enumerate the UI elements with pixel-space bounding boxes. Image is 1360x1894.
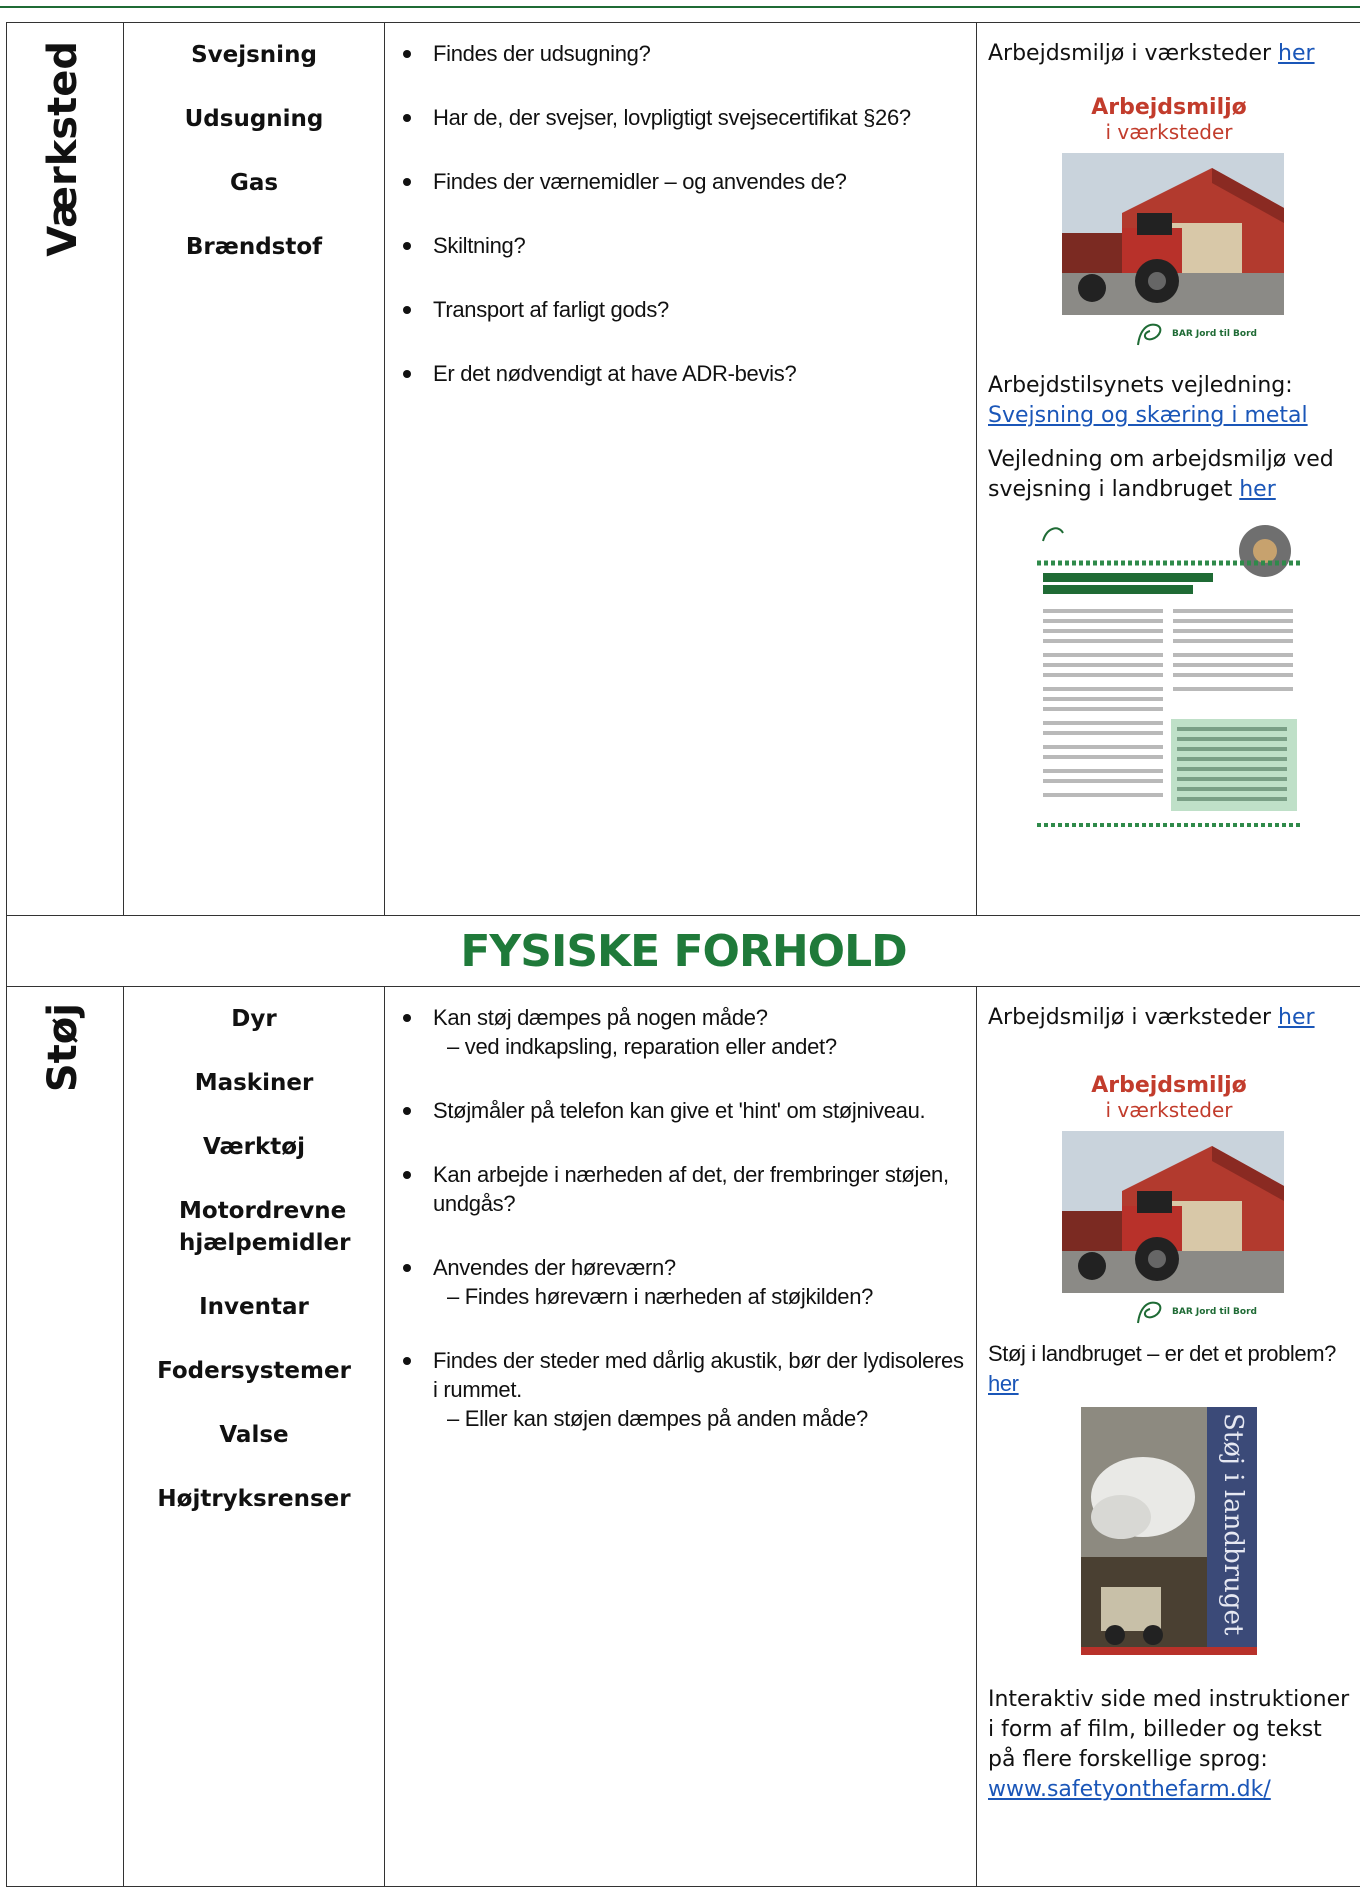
- list-item: Har de, der svejser, lovpligtigt svejsecertifikat §26?: [433, 103, 964, 132]
- question-list: [385, 23, 976, 388]
- link-her[interactable]: her: [1239, 477, 1276, 502]
- link-safetyonthefarm[interactable]: www.safetyonthefarm.dk/: [988, 1777, 1271, 1802]
- list-item: Anvendes der høreværn? – Findes høreværn i nærheden af støjkilden?: [433, 1253, 964, 1311]
- sub-item: – Findes høreværn i nærheden af støjkilden?: [433, 1282, 964, 1311]
- cover-subtitle: i værksteder: [1105, 120, 1233, 144]
- barn-tractor-photo: [1062, 153, 1284, 315]
- brochure-cover-image: [1054, 1073, 1284, 1335]
- keyword: Svejsning: [191, 42, 317, 68]
- category-label: Støj: [40, 1003, 86, 1093]
- question-list: [385, 987, 976, 1433]
- keyword: Inventar: [199, 1294, 309, 1320]
- resource-text: Arbejdsmiljø i værksteder her: [988, 1005, 1315, 1030]
- stoj-brochure-image: [1081, 1407, 1257, 1655]
- link-her[interactable]: her: [1278, 1005, 1315, 1030]
- list-item: Skiltning?: [433, 231, 964, 260]
- row-section-banner: [7, 916, 1360, 987]
- link-her[interactable]: her: [1278, 41, 1315, 66]
- top-rule: [0, 6, 1360, 8]
- list-item: Findes der steder med dårlig akustik, bør der lydisoleres i rummet. – Eller kan støjen dæmpes på anden måde?: [433, 1346, 964, 1433]
- cover-subtitle: i værksteder: [1105, 1098, 1233, 1122]
- guide-cover-image: [1033, 519, 1305, 835]
- list-item: Kan arbejde i nærheden af det, der frembringer støjen, undgås?: [433, 1160, 964, 1218]
- keyword: Værktøj: [203, 1134, 305, 1160]
- keyword: Brændstof: [185, 234, 323, 260]
- keyword: Udsugning: [184, 106, 324, 132]
- list-item: Transport af farligt gods?: [433, 295, 964, 324]
- sub-item: – Eller kan støjen dæmpes på anden måde?: [433, 1404, 964, 1433]
- keyword: Gas: [229, 170, 279, 196]
- list-item: Findes der værnemidler – og anvendes de?: [433, 167, 964, 196]
- keywords-cell: [124, 987, 385, 1887]
- link-svejsning[interactable]: Svejsning og skæring i metal: [988, 403, 1308, 428]
- bar-logo: BAR Jord til Bord: [1134, 1297, 1257, 1327]
- category-label: Værksted: [40, 41, 86, 257]
- category-cell: [7, 23, 124, 916]
- row-stoj: [7, 987, 1360, 1887]
- list-item: Findes der udsugning?: [433, 39, 964, 68]
- sub-item: – ved indkapsling, reparation eller andet?: [433, 1032, 964, 1061]
- resource-text: Arbejdsmiljø i værksteder her: [988, 41, 1315, 66]
- row-vaerksted: [7, 23, 1360, 916]
- cover-vertical-title: Støj i landbruget: [1218, 1413, 1248, 1636]
- resources-cell: [977, 987, 1360, 1887]
- keyword: Fodersystemer: [157, 1358, 351, 1384]
- questions-cell: [385, 23, 977, 916]
- keywords-cell: [124, 23, 385, 916]
- resource-text: Støj i landbruget – er det et problem?: [988, 1341, 1337, 1366]
- resources-cell: [977, 23, 1360, 916]
- barn-tractor-photo: [1062, 1131, 1284, 1293]
- link-her[interactable]: her: [988, 1371, 1019, 1396]
- brochure-cover-image: [1054, 95, 1284, 357]
- checklist-table: [6, 22, 1360, 1887]
- keyword: Højtryksrenser: [157, 1486, 351, 1512]
- keyword: Valse: [219, 1422, 289, 1448]
- resource-text: Vejledning om arbejdsmiljø ved svejsning i landbruget her: [988, 447, 1334, 502]
- keyword: Maskiner: [194, 1070, 314, 1096]
- list-item: Kan støj dæmpes på nogen måde? – ved indkapsling, reparation eller andet?: [433, 1003, 964, 1061]
- keyword: Motordrevne hjælpemidler: [179, 1198, 351, 1256]
- resource-text: Interaktiv side med instruktioner i form af film, billeder og tekst på flere forskellige sprog:: [988, 1687, 1350, 1772]
- section-heading: FYSISKE FORHOLD: [7, 916, 1360, 987]
- questions-cell: [385, 987, 977, 1887]
- list-item: Er det nødvendigt at have ADR-bevis?: [433, 359, 964, 388]
- keyword: Dyr: [231, 1006, 277, 1032]
- cover-title: Arbejdsmiljø: [1091, 1073, 1247, 1098]
- resource-text: Arbejdstilsynets vejledning:: [988, 373, 1293, 398]
- bar-logo: BAR Jord til Bord: [1134, 319, 1257, 349]
- cover-title: Arbejdsmiljø: [1091, 95, 1247, 120]
- list-item: Støjmåler på telefon kan give et 'hint' om støjniveau.: [433, 1096, 964, 1125]
- category-cell: [7, 987, 124, 1887]
